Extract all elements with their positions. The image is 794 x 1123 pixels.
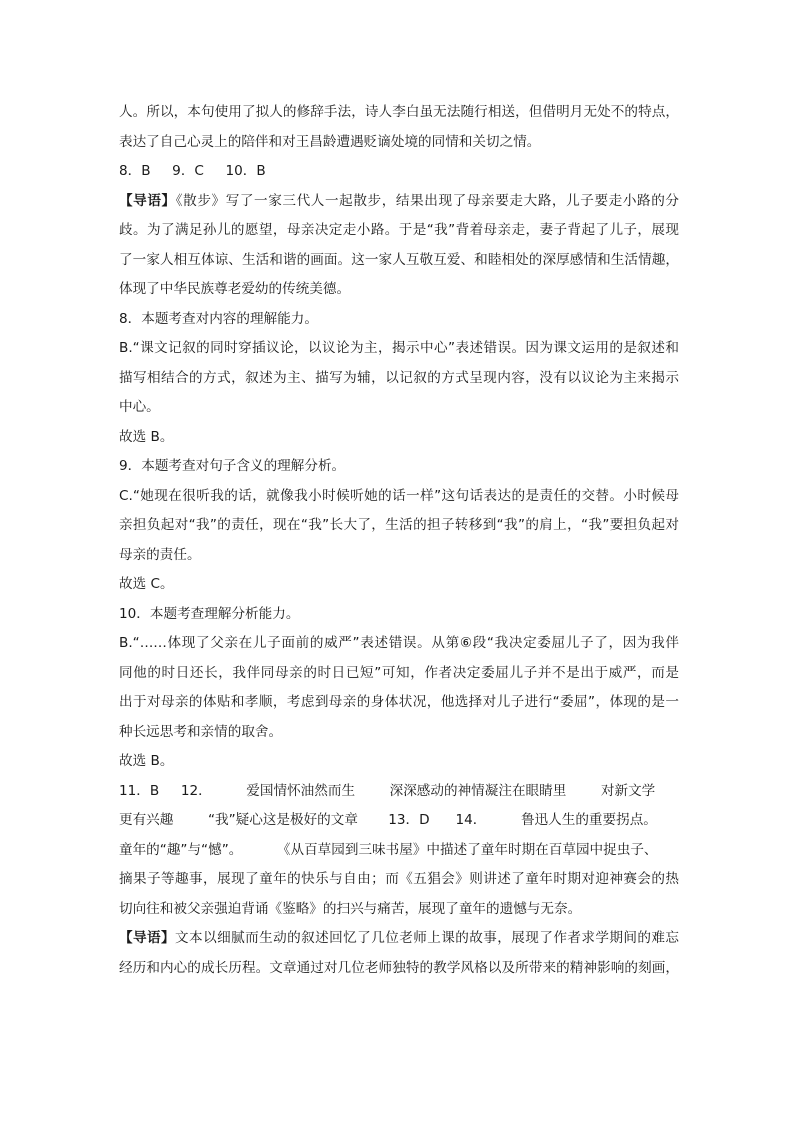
text-line: 经历和内心的成长历程。文章通过对几位老师独特的教学风格以及所带来的精神影响的刻画， bbox=[119, 959, 679, 976]
text-line: 人。所以，本句使用了拟人的修辞手法，诗人李白虽无法随行相送，但借明月无处不的特点， bbox=[119, 104, 679, 120]
answer-key-line: 11．B 12． 爱国情怀油然而生 深深感动的神情凝注在眼睛里 对新文学 bbox=[119, 782, 656, 799]
text-line: 种长远思考和亲情的取舍。 bbox=[119, 723, 283, 740]
text-line: 出于对母亲的体贴和孝顺，考虑到母亲的身体状况，他选择对儿子进行“委屈”，体现的是一 bbox=[119, 694, 679, 710]
text-line: 中心。 bbox=[119, 399, 160, 415]
section-lead: 【导语】 bbox=[119, 930, 176, 946]
text-line: 10．本题考查理解分析能力。 bbox=[119, 605, 300, 622]
answer-key-line: 更有兴趣 “我”疑心这是极好的文章 13．D 14． 鲁迅人生的重要拐点。 bbox=[119, 812, 657, 828]
text-line: 体现了中华民族尊老爱幼的传统美德。 bbox=[119, 281, 351, 297]
text-line: 故选 B。 bbox=[119, 428, 174, 445]
section-lead: 【导语】 bbox=[119, 192, 176, 209]
text-line: 故选 C。 bbox=[119, 576, 174, 592]
text-line: 了一家人相互体谅、生活和谐的画面。这一家人互敬互爱、和睦相处的深厚感情和生活情趣， bbox=[119, 251, 679, 268]
text-line: 同他的时日还长，我伴同母亲的时日已短”可知，作者决定委屈儿子并不是出于威严，而是 bbox=[119, 664, 679, 681]
text-line: 歧。为了满足孙儿的愿望，母亲决定走小路。于是“我”背着母亲走，妻子背起了儿子，展现 bbox=[119, 222, 679, 238]
text-line: B.“……体现了父亲在儿子面前的威严”表述错误。从第⑥段“我决定委屈儿子了，因为我伴 bbox=[119, 635, 679, 651]
text-line: 母亲的责任。 bbox=[119, 546, 201, 563]
text-line: 摘果子等趣事，展现了童年的快乐与自由；而《五猖会》则讲述了童年时期对迎神赛会的热 bbox=[119, 871, 679, 887]
text-line: 表达了自己心灵上的陪伴和对王昌龄遭遇贬谪处境的同情和关切之情。 bbox=[119, 133, 541, 150]
text-line: 描写相结合的方式，叙述为主、描写为辅，以记叙的方式呈现内容，没有以议论为主来揭示 bbox=[119, 369, 679, 386]
text-line: 童年的“趣”与“憾”。 《从百草园到三味书屋》中描述了童年时期在百草园中捉虫子、 bbox=[119, 841, 658, 858]
text-line: 故选 B。 bbox=[119, 753, 174, 769]
text-line: 9．本题考查对句子含义的理解分析。 bbox=[119, 458, 346, 474]
text-line: 亲担负起对“我”的责任，现在“我”长大了，生活的担子转移到“我”的肩上，“我”要担负起对 bbox=[119, 517, 679, 533]
text-line: 【导语】《散步》写了一家三代人一起散步，结果出现了母亲要走大路，儿子要走小路的分 bbox=[119, 192, 679, 209]
text-line: C.“她现在很听我的话，就像我小时候听她的话一样”这句话表达的是责任的交替。小时候母 bbox=[119, 487, 679, 504]
text-line: 【导语】文本以细腻而生动的叙述回忆了几位老师上课的故事，展现了作者求学期间的难忘 bbox=[119, 930, 679, 946]
text-line: 8．本题考查对内容的理解能力。 bbox=[119, 310, 318, 327]
text-line: 切向往和被父亲强迫背诵《鉴略》的扫兴与痛苦，展现了童年的遗憾与无奈。 bbox=[119, 900, 582, 917]
answer-key-line: 8．B 9．C 10．B bbox=[119, 163, 266, 179]
text-line: B.“课文记叙的同时穿插议论，以议论为主，揭示中心”表述错误。因为课文运用的是叙述和 bbox=[119, 340, 679, 356]
answer-explanation-text bbox=[119, 98, 679, 983]
